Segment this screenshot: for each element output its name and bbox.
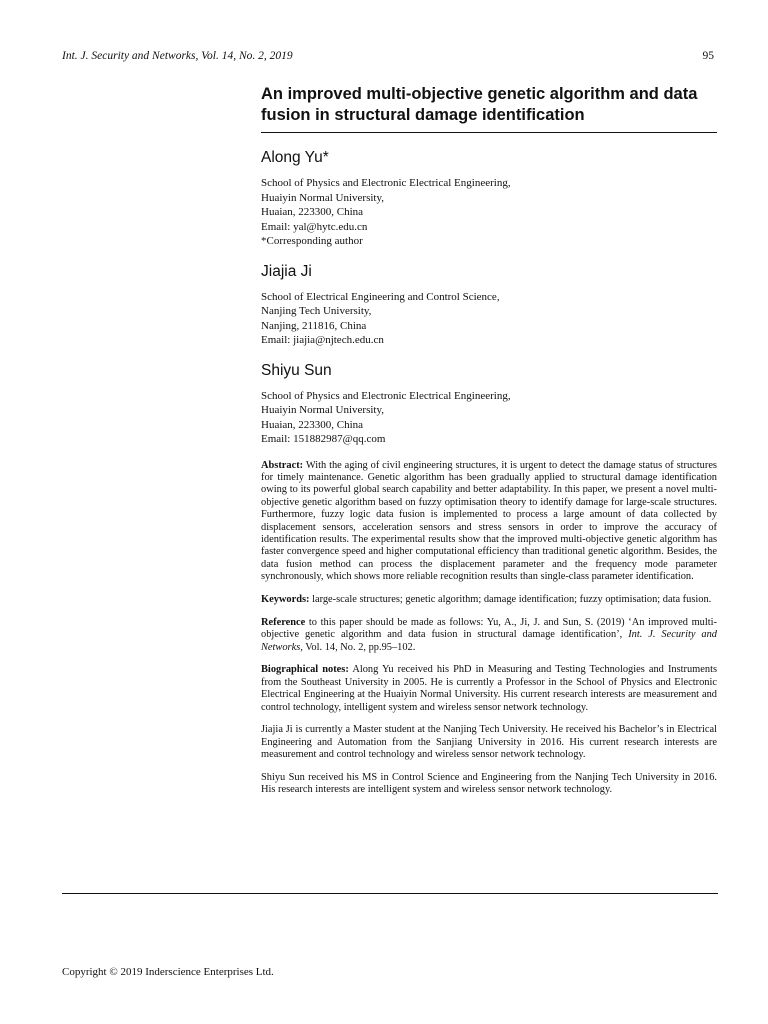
bio-label: Biographical notes:: [261, 664, 349, 676]
affiliation-line: Huaiyin Normal University,: [261, 404, 385, 416]
page-number: 95: [702, 50, 714, 62]
affiliation-line: School of Electrical Engineering and Control Science,: [261, 290, 500, 303]
bio-along-yu: [261, 664, 717, 714]
author-name: Shiyu Sun: [261, 361, 332, 379]
author-email: Email: 151882987@qq.com: [261, 433, 386, 445]
abstract-label: Abstract:: [261, 459, 304, 471]
footer-divider: [62, 893, 718, 894]
article-title: An improved multi-objective genetic algorithm and data fusion in structural damage identification: [261, 84, 717, 133]
corresponding-author-note: *Corresponding author: [261, 235, 363, 247]
affiliation-line: School of Physics and Electronic Electrical Engineering,: [261, 389, 511, 402]
affiliation-line: Huaian, 223300, China: [261, 206, 364, 218]
reference-volume: , Vol. 14, No. 2, pp.95–102.: [300, 641, 416, 653]
author-block: [261, 263, 717, 348]
keywords-label: Keywords:: [261, 593, 310, 605]
reference-journal: Int. J. Security and Networks: [261, 629, 717, 653]
abstract: [261, 460, 717, 584]
author-block: [261, 362, 717, 447]
author-name: Along Yu*: [261, 149, 329, 166]
affiliation-line: School of Physics and Electronic Electrical Engineering,: [261, 177, 511, 189]
reference-note: [261, 617, 717, 654]
keywords-text: large-scale structures; genetic algorithm; damage identification; fuzzy optimisation; data fusion.: [312, 593, 712, 605]
article-front-matter: [261, 84, 717, 807]
author-email: Email: jiajia@njtech.edu.cn: [261, 334, 384, 346]
keywords: [261, 594, 717, 606]
affiliation-line: Huaiyin Normal University,: [261, 191, 385, 204]
author-block: [261, 149, 717, 249]
author-name: Jiajia Ji: [261, 262, 312, 280]
affiliation-line: Nanjing, 211816, China: [261, 319, 367, 332]
reference-label: Reference: [261, 616, 306, 628]
abstract-text: With the aging of civil engineering structures, it is urgent to detect the damage status of structures for timely maintenance. Genetic algorithm has been gradually applied to structural damage identification owing to its powerful global search capability and better adaptability. In this paper, we present a novel multi-objective genetic algorithm based on fuzzy optimisation theory to identify damage for large-scale structures. Furthermore, fuzzy logic data fusion is implemented to process a large amount of data collected by displacement sensors, acceleration sensors and stress sensors in order to improve the accuracy of identification results. The experimental results show that the improved multi-objective genetic algorithm has faster convergence speed and higher computational efficiency than traditional genetic algorithm. Besides, the data fusion method can process the displacement parameter and the frequency mode parameter synchronously, which shows more reliable recognition results than single-class parameter identification.: [261, 459, 717, 583]
bio-jiajia-ji: Jiajia Ji is currently a Master student at the Nanjing Tech University. He received his Bachelor’s in Electrical Engineering and Automation from the Sanjiang University in 2016. His current research interests are measurement and control technology and wireless sensor network technology.: [261, 724, 717, 761]
bio-shiyu-sun: Shiyu Sun received his MS in Control Science and Engineering from the Nanjing Tech University in 2016. His research interests are intelligent system and wireless sensor network technology.: [261, 771, 717, 796]
affiliation-line: Huaian, 223300, China: [261, 418, 364, 431]
bio-text: Along Yu received his PhD in Measuring and Testing Technologies and Instruments from the Southeast University in 2005. He is currently a Professor in the School of Physics and Electronic Electrical Engineering at the Huaiyin Normal University. His current research interests are measurement and control technology, intelligent system and wireless sensor network technology.: [261, 664, 718, 713]
journal-citation: Int. J. Security and Networks, Vol. 14, No. 2, 2019: [62, 50, 293, 62]
reference-text: to this paper should be made as follows: Yu, A., Ji, J. and Sun, S. (2019) ‘An improved multi-objective genetic algorithm and data fusion in structural damage identification’,: [261, 616, 717, 641]
author-email: Email: yal@hytc.edu.cn: [261, 220, 368, 233]
affiliation-line: Nanjing Tech University,: [261, 305, 372, 317]
copyright-notice: Copyright © 2019 Inderscience Enterprises Ltd.: [62, 966, 274, 978]
